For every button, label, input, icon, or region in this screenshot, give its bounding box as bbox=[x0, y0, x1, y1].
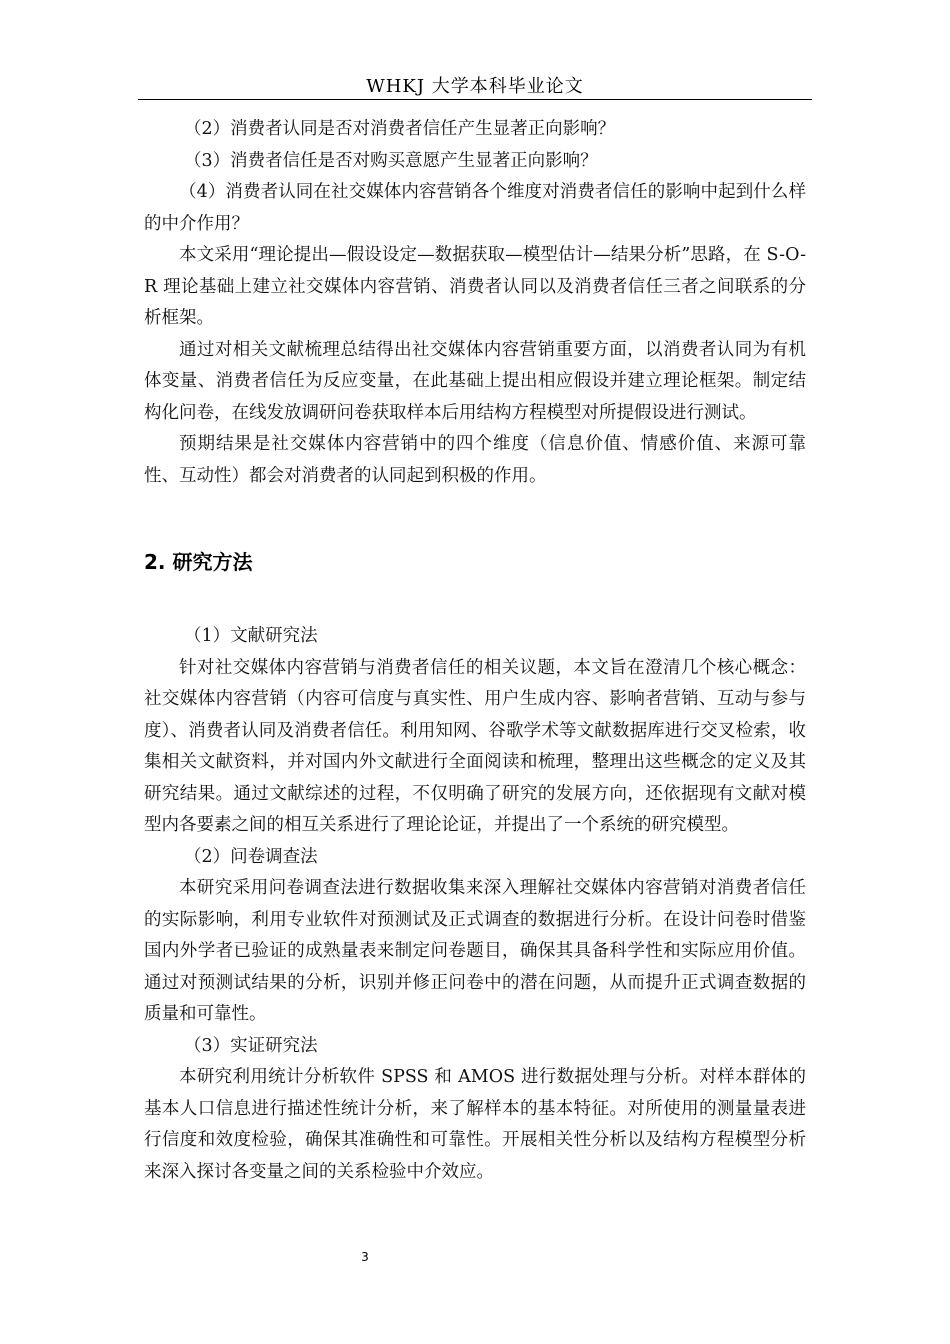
research-question-4: （4）消费者认同在社交媒体内容营销各个维度对消费者信任的影响中起到什么样的中介作用？ bbox=[144, 182, 806, 234]
research-question-3: （3）消费者信任是否对购买意愿产生显著正向影响？ bbox=[184, 150, 598, 171]
method-3-title: （3）实证研究法 bbox=[184, 1035, 318, 1056]
methods-block bbox=[144, 621, 806, 1188]
method-1-title: （1）文献研究法 bbox=[184, 626, 318, 646]
header-divider bbox=[138, 99, 812, 100]
method-2-title: （2）问卷调查法 bbox=[184, 846, 318, 867]
expected-results-paragraph: 预期结果是社交媒体内容营销中的四个维度（信息价值、情感价值、来源可靠性、互动性）都会对消费者的认同起到积极的作用。 bbox=[144, 434, 806, 486]
framework-paragraph: 通过对相关文献梳理总结得出社交媒体内容营销重要方面，以消费者认同为有机体变量、消费者信任为反应变量，在此基础上提出相应假设并建立理论框架。制定结构化问卷，在线发放调研问卷获取样本后用结构方程模型对所提假设进行测试。 bbox=[144, 339, 806, 423]
running-header-title: WHKJ 大学本科毕业论文 bbox=[366, 76, 584, 97]
method-1-body: 针对社交媒体内容营销与消费者信任的相关议题，本文旨在澄清几个核心概念：社交媒体内容营销（内容可信度与真实性、用户生成内容、影响者营销、互动与参与度）、消费者认同及消费者信任。利用知网、谷歌学术等文献数据库进行交叉检索，收集相关文献资料，并对国内外文献进行全面阅读和梳理，整理出这些概念的定义及其研究结果。通过文献综述的过程，不仅明确了研究的发展方向，还依据现有文献对模型内各要素之间的相互关系进行了理论论证，并提出了一个系统的研究模型。 bbox=[144, 657, 806, 835]
page-number: 3 bbox=[361, 1250, 369, 1264]
research-question-2: （2）消费者认同是否对消费者信任产生显著正向影响？ bbox=[184, 119, 616, 139]
method-3-body: 本研究利用统计分析软件 SPSS 和 AMOS 进行数据处理与分析。对样本群体的基本人口信息进行描述性统计分析，来了解样本的基本特征。对所使用的测量量表进行信度和效度检验，确保其准确性和可靠性。开展相关性分析以及结构方程模型分析来深入探讨各变量之间的关系检验中介效应。 bbox=[144, 1067, 806, 1182]
method-2-body: 本研究采用问卷调查法进行数据收集来深入理解社交媒体内容营销对消费者信任的实际影响，利用专业软件对预测试及正式调查的数据进行分析。在设计问卷时借鉴国内外学者已验证的成熟量表来制定问卷题目，确保其具备科学性和实际应用价值。通过对预测试结果的分析，识别并修正问卷中的潜在问题，从而提升正式调查数据的质量和可靠性。 bbox=[144, 878, 806, 1024]
approach-paragraph: 本文采用“理论提出—假设设定—数据获取—模型估计—结果分析”思路，在 S-O-R 理论基础上建立社交媒体内容营销、消费者认同以及消费者信任三者之间联系的分析框架。 bbox=[144, 245, 806, 328]
intro-block bbox=[144, 114, 806, 492]
section-heading-methods: 2. 研究方法 bbox=[144, 550, 253, 574]
